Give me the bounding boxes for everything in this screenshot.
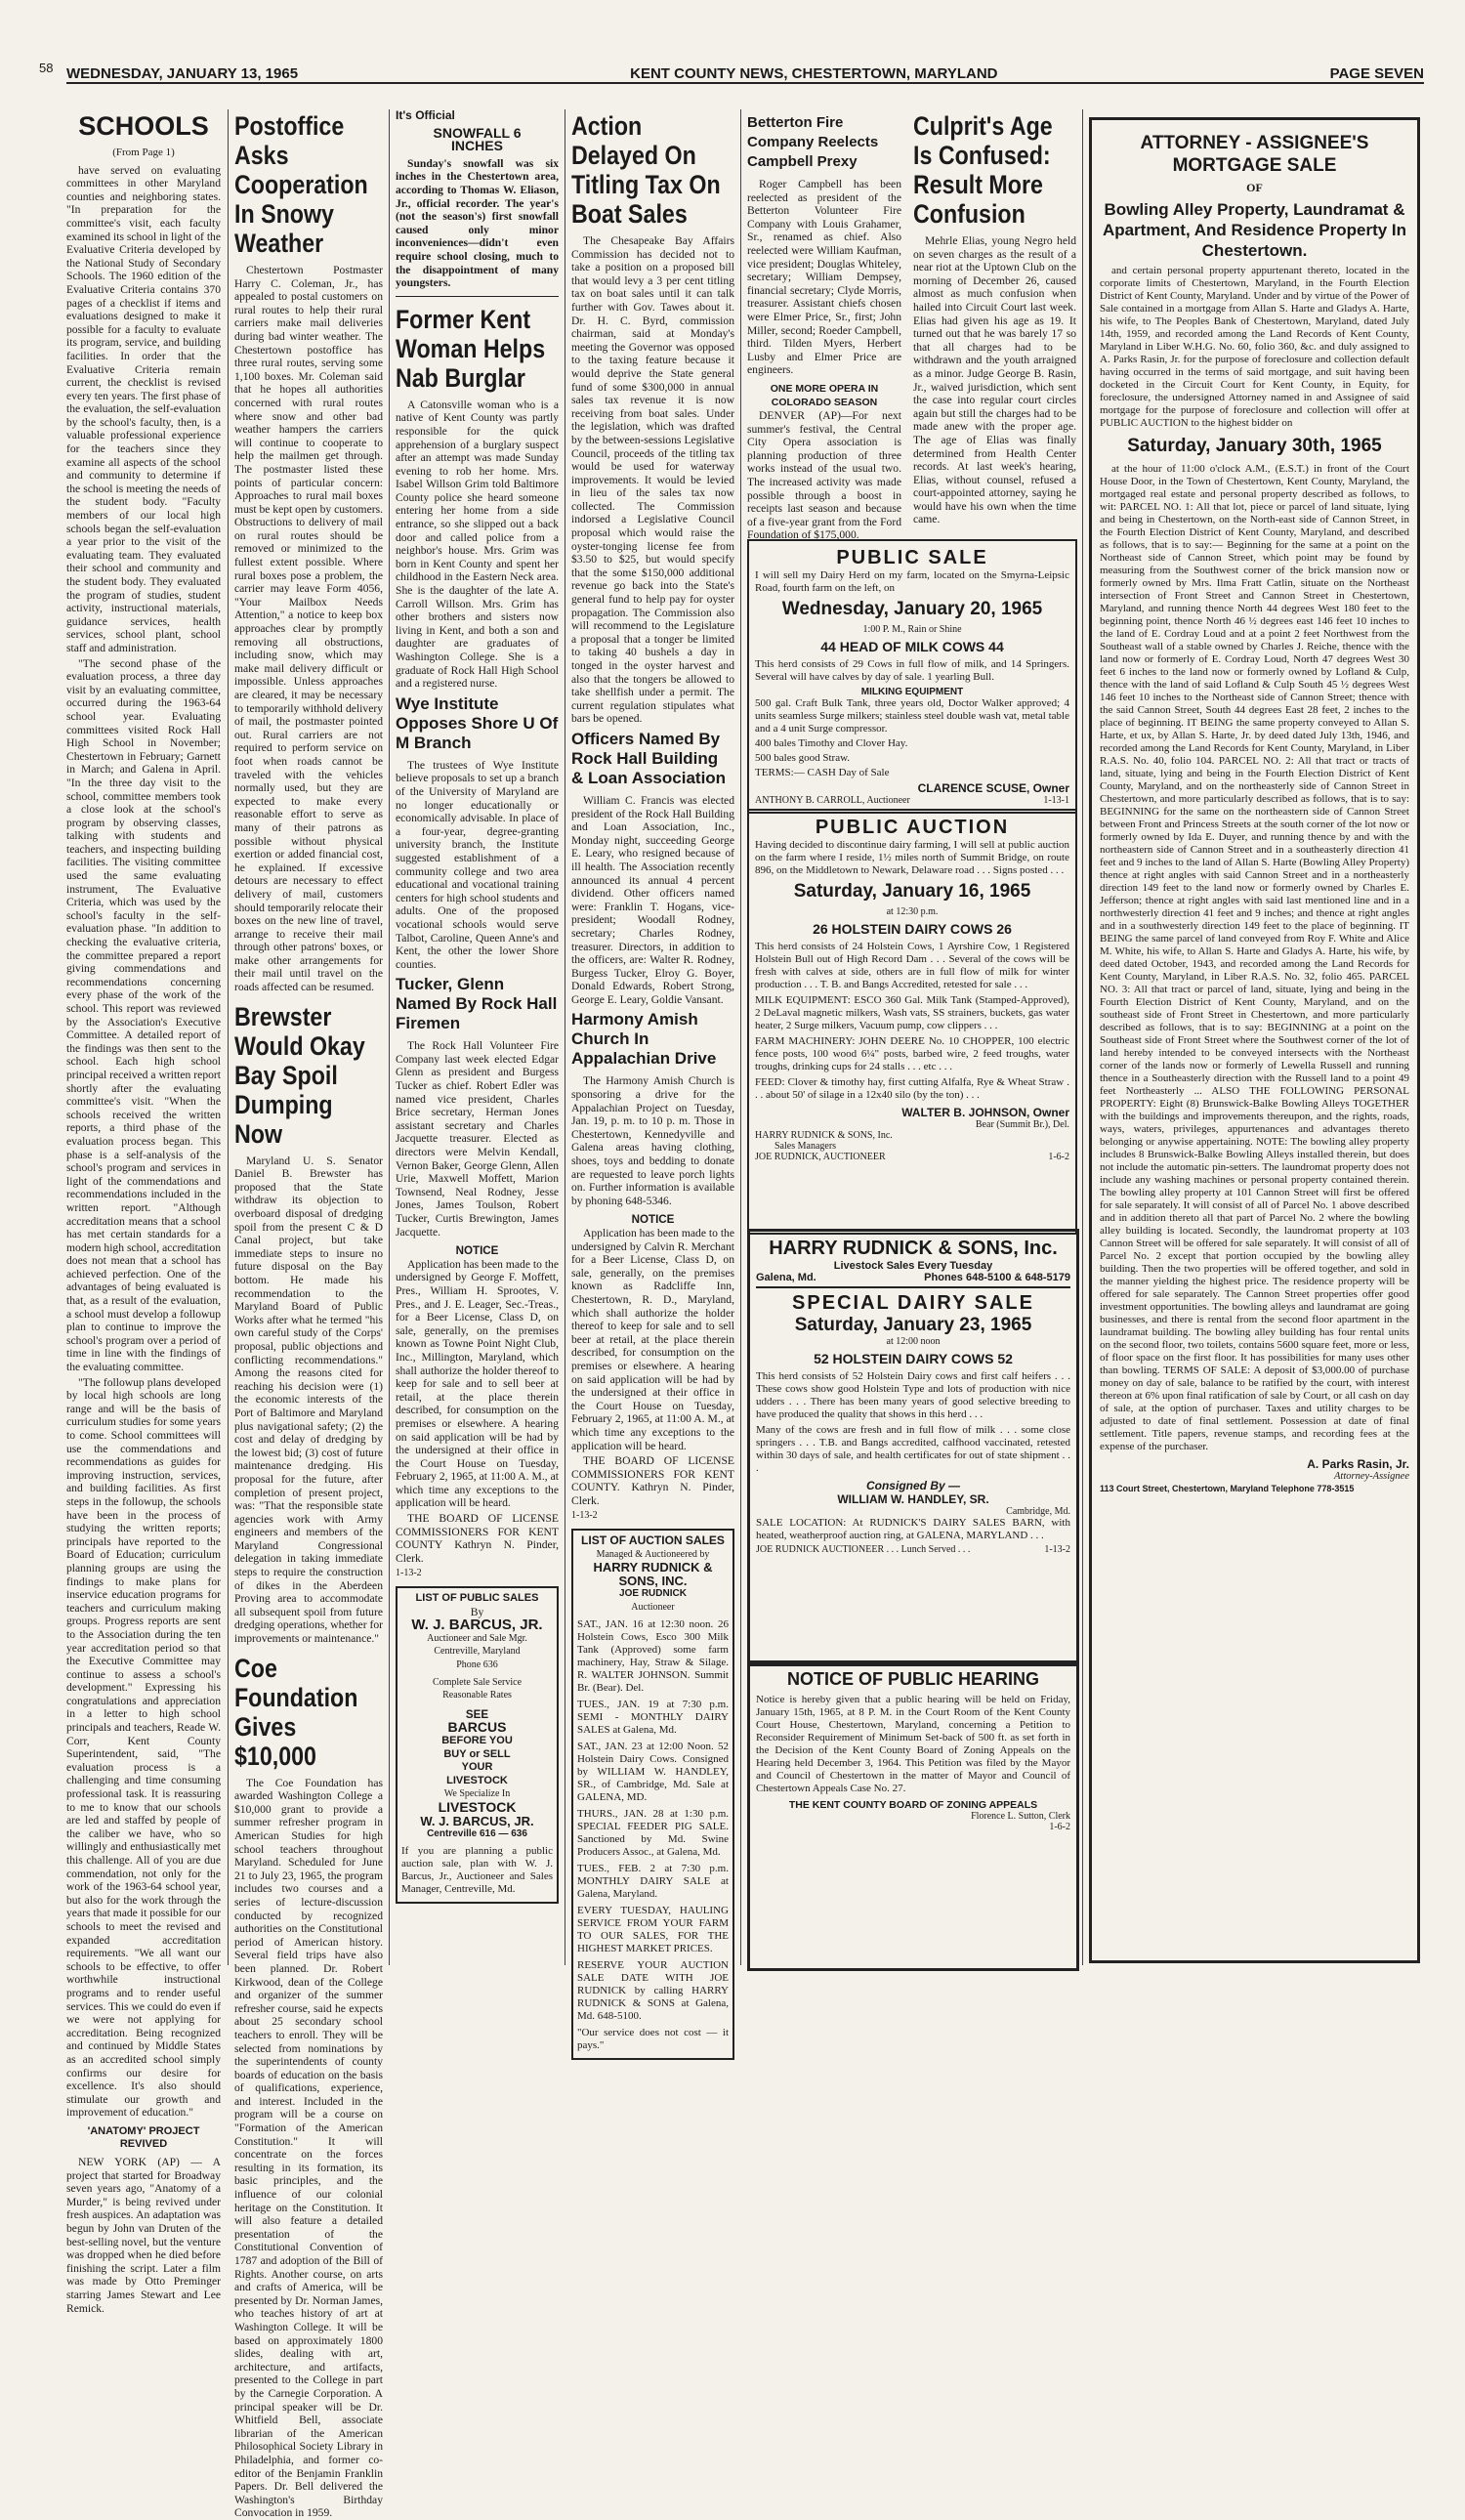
- public-auction-mgr: HARRY RUDNICK & SONS, Inc.: [755, 1130, 893, 1141]
- public-auction-herd: 26 HOLSTEIN DAIRY COWS 26: [813, 921, 1012, 937]
- barcus-before: BEFORE YOU: [441, 1734, 513, 1746]
- postoffice-body: Chestertown Postmaster Harry C. Coleman, Jr., has appealed to postal customers on rural routes to help their rural carriers make mail deliveries during bad winter weather. The Chestertown postoffice has three rural routes, serving some 1,100 boxes. Mr. Coleman said that he hopes all authorities concerned with rural routes where snow and other bad weather hampers the carriers will continue to cooperate to help the mailmen get through. The postmaster listed these points of particular concern: Approaches to rural mail boxes must be kept open by customers. Obstructions to delivery of mail on rural routes should be removed or minimized to the fullest extent possible. Where rural boxes pose a problem, the carrier may leave Form 4056, "Your Mailbox Needs Attention," a notice to keep box approaches clear by promptly removing all obstructions, including snow, which may make mail delivery difficult or impossible. Unless approaches are cleared, it may be necessary to temporarily withhold delivery of mail, the postmaster pointed out. Rural carriers are not required to perform service on foot when roads cannot be traveled with the vehicles normally used, but they are expected to make every reasonable effort to serve as many of their patrons as possible without physical exertion or added financial cost, he explained. If excessive detours are necessary to effect delivery of mail, customers should temporarily relocate their boxes on the new line of travel, arrange to receive their mail through other patrons' boxes, or make other arrangements for their mail until travel on the roads affected can be resumed.: [234, 264, 383, 994]
- rudnick-time: at 12:00 noon: [886, 1336, 941, 1347]
- hearing-clerk: Florence L. Sutton, Clerk: [971, 1811, 1070, 1822]
- brewster-body: Maryland U. S. Senator Daniel B. Brewster has proposed that the State withdraw its objection to overboard disposal of dredging spoil from the present C & D Canal project, but take immediate steps to insure no future disposal on the Bay bottom. He made his recommendation to the Maryland Board of Public Works after what he termed "his own careful study of the Corps' proposal, public objections and conflicting recommendations." Among the reasons cited for reaching his decision were (1) the economic interests of the Port of Baltimore and Maryland plus navigational safety; (2) the cost and delay of dredging by the lowest bid; (3) cost of future maintenance dredging. His proposal for the future, after completion of present project, was: "That the responsible state agencies work with Army engineers and members of the Maryland Congressional delegation in taking immediate steps to require the construction of dikes in the Aberdeen Proving area to accommodate all subsequent spoil from future dredging operations, whether for improvements or maintenance.": [234, 1154, 383, 1646]
- headline-coe: Coe Foundation Gives $10,000: [234, 1653, 358, 1771]
- hearing-notice: [747, 1660, 1079, 1971]
- list-name: HARRY RUDNICK & SONS, INC.: [593, 1560, 713, 1588]
- rudnick-place: Galena, Md.: [756, 1272, 816, 1283]
- barcus-by: By: [470, 1605, 484, 1618]
- headline-amish: Harmony Amish Church In Appalachian Drive: [571, 1010, 717, 1069]
- rudnick-code: 1-13-2: [1044, 1544, 1070, 1555]
- list-item: THURS., JAN. 28 at 1:30 p.m. SPECIAL FEEDER PIG SALE. Sanctioned by Md. Swine Producers Assoc., at Galena, Md.: [577, 1807, 729, 1858]
- public-sale-code: 1-13-1: [1043, 795, 1069, 806]
- barcus-buy: BUY or SELL: [443, 1747, 511, 1760]
- barcus-phone-2: Centreville 616 — 636: [427, 1828, 527, 1840]
- headline-brewster: Brewster Would Okay Bay Spoil Dumping Now: [234, 1001, 365, 1149]
- hearing-body: Notice is hereby given that a public hearing will be held on Friday, January 15th, 1965, at 8 P. M. in the Court Room of the Kent County Court House, Chestertown, Maryland, concerning a Petition to Reconsider Requirement of Minimum Set-back of 500 ft. as set forth in the Decision of the Kent County Board of Zoning Appeals on the Hearing held December 3, 1964. This Petition was filed by the Mayor and Council of Chestertown in the matter of Mayor and Council of Chestertown Appeals Case No. 27.: [756, 1694, 1070, 1794]
- public-sale-title: PUBLIC SALE: [836, 547, 988, 568]
- list-item: TUES., FEB. 2 at 7:30 p.m. MONTHLY DAIRY SALE at Galena, Maryland.: [577, 1862, 729, 1900]
- barcus-special: We Specialize In: [443, 1788, 511, 1800]
- barcus-livestock-2: LIVESTOCK: [438, 1798, 517, 1815]
- notice-2-body: Application has been made to the undersigned by Calvin R. Merchant for a Beer License, Class D, on sale, generally, on the premises known as Radcliffe Inn, Chestertown, R. D., Maryland, which shall authorize the holder thereof to keep for sale and to sell beer at retail, at the place therein described, for consumption on the premises or elsewhere. A hearing on said application will be had by the undersigned at their office in the Court House on Tuesday, February 2, 1965, at 11:00 A. M., at which time any exceptions to the application will be heard.: [571, 1227, 734, 1452]
- barcus-your: YOUR: [461, 1761, 493, 1774]
- hearing-code: 1-6-2: [1049, 1822, 1070, 1832]
- notice-2-code: 1-13-2: [571, 1510, 598, 1522]
- list-joe: JOE RUDNICK: [619, 1588, 687, 1600]
- public-auction-herd-body: This herd consists of 24 Holstein Cows, 1 Ayrshire Cow, 1 Registered Holstein Bull out of High Record Dam . . . Several of the cows will be fresh with calves at side, others are in full flow of milk for winter production . . . T. B. and Bangs Accredited, retested for sale . . .: [755, 941, 1069, 990]
- coe-body: The Coe Foundation has awarded Washington College a $10,000 grant to provide a summer refresher program in American Studies for high school teachers throughout Maryland. Scheduled for June 21 to July 23, 1965, the program includes two courses and a series of lecture-discussion conducted by recognized authorities on the Constitutional period of American history. Several field trips have also been planned. Dr. Robert Kirkwood, dean of the College and organizer of the summer refresher course, said he expects about 25 secondary school teachers to enroll. They will be selected from nominations by the superintendents of county boards of education on the basis of qualifications, experience, and interest. Included in the program will be a course on "Formation of the American Constitution." It will concentrate on the forces resulting in its formation, its basic principles, and the influence of our colonial heritage on the Constitution. It will also feature a detailed presentation of the Constitutional Convention of 1787 and adoption of the Bill of Rights. Another course, on arts and crafts of America, will be presented by Dr. Norman James, who teaches history of art at Washington College. It will be based on approximately 1800 slides, dealing with art, architecture, and artifacts, presented to the College in part by the Carnegie Corporation. A principal speaker will be Dr. Whitfield Bell, associate librarian of the American Philosophical Society Library in Philadelphia, and former co-editor of the Benjamin Franklin Papers. Dr. Bell delivered the Washington's Birthday Convocation in 1959.: [234, 1776, 383, 2520]
- column-schools: [66, 109, 221, 2315]
- barcus-barcus: BARCUS: [447, 1719, 507, 1736]
- attorney-address: 113 Court Street, Chestertown, Maryland Telephone 778-3515: [1100, 1484, 1355, 1493]
- notice-code: 1-13-2: [396, 1568, 422, 1579]
- amish-body: The Harmony Amish Church is sponsoring a drive for the Appalachian Project on Tuesday, Jan. 19, p. m. to 10 p. m. Those in Chestertown, Kennedyville and Galena areas having clothing, shoes, toys and bedding to donate are requested to leave porch lights on. Further information is available by phoning 648-5346.: [571, 1074, 734, 1207]
- public-sale-hay: 400 bales Timothy and Clover Hay.: [755, 737, 908, 749]
- list-item: SAT., JAN. 16 at 12:30 noon. 26 Holstein Cows, Esco 300 Milk Tank (Approved) some farm machinery, Hay, Straw & Silage. R. WALTER JOHNSON. Summit Br. (Bear). Del.: [577, 1617, 729, 1694]
- public-sale-intro: I will sell my Dairy Herd on my farm, located on the Smyrna-Leipsic Road, fourth farm on the left, on: [755, 569, 1069, 594]
- schools-body-1: have served on evaluating committees in other Maryland counties and neighboring states. "In preparation for the committee's visit, each faculty examined its school in light of the Evaluative Criteria developed by the National Study of Secondary Schools. The 1960 edition of the Evaluative Criteria contains 370 pages of a checklist if items and evaluations designed to make it possible for a faculty to evaluate its program, service, and building facilities. In order that the Evaluative Criteria remain current, the checklist is revised every ten years. The first phase of the evaluation, the self-evaluation by the school's faculty, then, is a valuable professional experience for the teachers since they examine all aspects of the school and community to determine if the school is meeting the needs of the student body. "Faculty members of our local high schools began the self-evaluation a year prior to the visit of the evaluating team. They evaluated their school and community and the student body. They evaluated the program of studies, student activity, instructional materials, guidance services, health services, school plant, school staff and administration.: [66, 163, 221, 654]
- barcus-title: LIST OF PUBLIC SALES: [415, 1592, 539, 1605]
- attorney-date: Saturday, January 30th, 1965: [1127, 436, 1382, 456]
- rudnick-sub: Livestock Sales Every Tuesday: [833, 1260, 993, 1272]
- attorney-ad: [1089, 117, 1420, 1963]
- barcus-name-2: W. J. BARCUS, JR.: [420, 1813, 534, 1828]
- culprit-body: Mehrle Elias, young Negro held on seven charges as the result of a near riot at the Uptown Club on the morning of December 26, caused almost as much confusion when hailed into Circuit Court last week. Elias had given his age as 19. It turned out that he was barely 17 so that all charges had to be withdrawn and the youth arraigned as a minor. Judge George B. Rasin, Jr., waived jurisdiction, which sent the case into regular court circles again but still the charges had to be made anew with the proper age. The age of Elias was finally determined from Health Center records. At last week's hearing, Elias, without counsel, refused a court-appointed attorney, saying he would have his own when the time came.: [913, 234, 1076, 526]
- rudnick-list-ad: [571, 1529, 734, 2060]
- barcus-ad: [396, 1586, 559, 1904]
- rudnick-special-ad: [747, 1229, 1079, 1666]
- opera-body: DENVER (AP)—For next summer's festival, the Central City Opera association is planning production of three works instead of the usual two. The increased activity was made possible through a boost in receipts last season and because of a five-year grant from the Ford Foundation of $175,000.: [747, 409, 901, 542]
- notice-signature: THE BOARD OF LICENSE COMMISSIONERS FOR KENT COUNTY Kathryn N. Pinder, Clerk.: [396, 1512, 559, 1565]
- public-sale-terms: TERMS:— CASH Day of Sale: [755, 767, 890, 778]
- public-auction-farm-mach: FARM MACHINERY: JOHN DEERE No. 10 CHOPPER, 100 electric fence posts, 100 wood 6¼" posts, barbed wire, 2 feed troughs, water troughs, drinking cups for 24 stalls . . . etc . . .: [755, 1035, 1069, 1072]
- rudnick-special: SPECIAL DAIRY SALE: [792, 1292, 1034, 1314]
- rudnick-phones: Phones 648-5100 & 648-5179: [924, 1272, 1070, 1283]
- headline-former-kent: Former Kent Woman Helps Nab Burglar: [396, 304, 546, 393]
- barcus-rates: Reasonable Rates: [442, 1690, 512, 1701]
- public-sale-equip-head: MILKING EQUIPMENT: [860, 687, 964, 697]
- masthead: [66, 57, 1424, 84]
- column-titling: [571, 109, 734, 2051]
- rudnick-consignor: WILLIAM W. HANDLEY, SR.: [837, 1492, 989, 1506]
- rudnick-herd: 52 HOLSTEIN DAIRY COWS 52: [814, 1351, 1013, 1366]
- official-label: It's Official: [396, 108, 455, 122]
- snowfall-headline: SNOWFALL 6 INCHES: [433, 124, 522, 154]
- notice-2-headline: NOTICE: [631, 1213, 675, 1227]
- public-auction-intro: Having decided to discontinue dairy farming, I will sell at public auction on the farm where I reside, 1½ miles north of Summit Bridge, on route 896, on the Middletown to Newark, Delaware road . . . Signs posted . . .: [755, 839, 1069, 876]
- barcus-see: SEE: [465, 1707, 489, 1721]
- public-sale-owner: CLARENCE SCUSE, Owner: [917, 781, 1069, 795]
- public-sale-date: Wednesday, January 20, 1965: [781, 599, 1043, 619]
- headline-culprit: Culprit's Age Is Confused: Result More Confusion: [913, 111, 1053, 229]
- hearing-board: THE KENT COUNTY BOARD OF ZONING APPEALS: [788, 1799, 1038, 1811]
- attorney-subject: Bowling Alley Property, Laundramat & Apartment, And Residence Property In Chestertown.: [1102, 200, 1407, 260]
- rudnick-location: SALE LOCATION: At RUDNICK'S DAIRY SALES BARN, with heated, weatherproof auction ring, at GALENA, MARYLAND . . .: [756, 1517, 1070, 1541]
- opera-headline: ONE MORE OPERA IN COLORADO SEASON: [770, 382, 879, 408]
- notice-headline: NOTICE: [455, 1244, 499, 1258]
- attorney-of: OF: [1246, 181, 1263, 194]
- public-auction-ad: [747, 809, 1077, 1235]
- public-sale-herd-body: This herd consists of 29 Cows in full flow of milk, and 14 Springers. Several will have calves by day of sale. 1 yearling Bull.: [755, 658, 1069, 683]
- page-number-left: 58: [39, 61, 54, 75]
- betterton-body: Roger Campbell has been reelected as president of the Betterton Volunteer Fire Company with Louis Grahamer, Sr., renamed as chief. Also reelected were William Kaufman, vice president; Douglas Whiteley, secretary; William Dempsey, financial secretary; Clyde Morris, treasurer. Assistant chiefs chosen were Elmer Price, Sr., first; John Miller, second; Roeder Campbell, third. Tilden Myers, Herbert Lusby and Elmer Price are engineers.: [747, 178, 901, 377]
- barcus-role: Auctioneer and Sale Mgr.: [427, 1632, 527, 1644]
- titling-body: The Chesapeake Bay Affairs Commission has decided not to take a position on a proposed bill that would levy a 3 per cent titling tax on boat sales until it can talk further with Gov. Tawes about it. Dr. H. C. Byrd, commission chairman, said at Monday's meeting the Governor was opposed to the taxing feature because it would deprive the State general fund of some $300,000 in annual sales tax revenue it is now receiving from boat sales. Under the legislation, which was drafted by the between-sessions Legislative Council, proceeds of the titling tax would be used for waterway improvements. It would be levied in lieu of the sales tax now collected. The Commission indorsed a Legislative Council proposal which would raise the oyster-tonging license fee from $3.50 to $25, but would specify that the some $150,000 additional revenue go back into the State's general fund to help pay for oyster propagation. The Commission also will recommend to the Legislature a proposal that a tonger be limited to taking 40 bushels a day in tonged in the oyster harvest and also that the tongers be allowed to take shellfish under a permit. The current regulation stipulates what bars be opened.: [571, 234, 734, 726]
- barcus-footer: If you are planning a public auction sale, plan with W. J. Barcus, Jr., Auctioneer and Sales Manager, Centreville, Md.: [401, 1844, 553, 1895]
- attorney-intro: and certain personal property appurtenant thereto, located in the corporate limits of Chestertown, Maryland, in the Fourth Election District of Kent County, Maryland. Under and by virtue of the Power of Sale contained in a mortgage from Allan S. Harte and Gladys A. Harte, his wife, to The Peoples Bank of Chestertown, Maryland, dated July 14th, 1959, and recorded among the Land Records of Kent County, Maryland in Liber W.H.G. No. 60, folio 360, &c. and duly assigned to A. Parks Rasin, Jr. for the purpose of foreclosure and collection default having occurred in the terms of said mortgage, and suit having been docketed in the Circuit Court for Kent County, in Equity, for foreclosure, the undersigned Attorney named in and Assignee of said mortgage for the purpose of foreclosure and collection will offer at PUBLIC AUCTION to the highest bidder on: [1100, 265, 1409, 429]
- list-item: TUES., JAN. 19 at 7:30 p.m. SEMI - MONTHLY DAIRY SALES at Galena, Md.: [577, 1698, 729, 1736]
- rudnick-herd-body-2: Many of the cows are fresh and in full flow of milk . . . some close springers . . . T.B. and Bangs accredited, calfhood vaccinated, retested within 30 days of sale, and health certificates for out of state shipment . . .: [756, 1424, 1070, 1474]
- attorney-signature: A. Parks Rasin, Jr.: [1307, 1457, 1409, 1471]
- column-betterton: [747, 109, 901, 542]
- attorney-title: ATTORNEY - ASSIGNEE'S MORTGAGE SALE: [1140, 133, 1369, 176]
- rudnick-consigned: Consigned By —: [865, 1479, 960, 1492]
- public-auction-feed: FEED: Clover & timothy hay, first cutting Alfalfa, Rye & Wheat Straw . . . about 50' of silage in a 12x40 silo (by the ton) . . .: [755, 1076, 1069, 1101]
- public-auction-code: 1-6-2: [1048, 1152, 1069, 1162]
- hearing-title: NOTICE OF PUBLIC HEARING: [786, 1669, 1039, 1689]
- rudnick-date: Saturday, January 23, 1965: [794, 1315, 1032, 1335]
- building-loan-body: William C. Francis was elected president of the Rock Hall Building and Loan Association, Inc., Monday night, succeeding George E. Leary, who resigned because of ill health. The Association recently announced its annual 4 percent dividend. Other officers named were: Franklin T. Hogans, vice-president; Woodall Rodney, secretary; Charles Rodney, treasurer. Directors, in addition to the officers, are: Walter R. Rodney, Burgess Tucker, Elroy G. Boyer, Donald Edwards, Robert Strong, George E. Leary, Goldie Vansant.: [571, 793, 734, 1006]
- anatomy-body: NEW YORK (AP) — A project that started for Broadway seven years ago, "Anatomy of a Murder," is being revived under fresh auspices. An adaptation was begun by John van Druten of the best-selling novel, but the venture was dropped when he died before finishing the script. Later a film was made by Otto Preminger starring James Stewart and Lee Remick.: [66, 2156, 221, 2315]
- barcus-place: Centreville, Maryland: [434, 1646, 521, 1658]
- tucker-body: The Rock Hall Volunteer Fire Company last week elected Edgar Glenn as president and Burgess Tucker as chief. Robert Edler was named vice president, Charles Brice secretary, Herman Jones assistant secretary and Charles Jacquette treasurer. Elected as directors were Melvin Kendall, Vernon Baker, George Glenn, Allen Urie, Maxwell Moffett, Marion Townsend, Neal Rodney, Jesse Jones, James Toulson, Robert Tucker, Curtis Brewington, James Jacquette.: [396, 1039, 559, 1239]
- headline-titling: Action Delayed On Titling Tax On Boat Sales: [571, 111, 721, 229]
- public-auction-title: PUBLIC AUCTION: [815, 817, 1010, 838]
- notice-body: Application has been made to the undersigned by George F. Moffett, Pres., William H. Sprootes, V. Pres., and J. E. Leager, Sec.-Treas., for a Beer License, Class D, on sale, generally, on the premises known as Towne Point Night Club, Inc., Millington, Maryland, which shall authorize the holder thereof to keep for sale and to sell beer at retail, at the place therein described, for consumption on the premises or elsewhere. A hearing on said application will be had by the undersigned at their office in the Court House on Tuesday, February 2, 1965, at 11:00 A. M., at which time any exceptions to the application will be heard.: [396, 1257, 559, 1510]
- headline-tucker: Tucker, Glenn Named By Rock Hall Firemen: [396, 975, 558, 1033]
- masthead-date: WEDNESDAY, JANUARY 13, 1965: [66, 65, 299, 82]
- rudnick-auct: JOE RUDNICK AUCTIONEER . . . Lunch Served . . .: [756, 1544, 971, 1555]
- headline-schools: SCHOOLS: [78, 111, 209, 141]
- rudnick-title: HARRY RUDNICK & SONS, Inc.: [769, 1238, 1058, 1259]
- public-sale-ad: [747, 539, 1077, 814]
- public-auction-owner-loc: Bear (Summit Br.), Del.: [975, 1119, 1069, 1130]
- headline-postoffice: Postoffice Asks Cooperation In Snowy Weather: [234, 111, 368, 258]
- attorney-body: at the hour of 11:00 o'clock A.M., (E.S.T.) in front of the Court House Door, in the Town of Chestertown, Kent County, Maryland, the mortgaged real estate and personal property described as follows, to wit: PARCEL NO. 1: All that lot, piece or parcel of land situate, lying and being in Chestertown, on the North-east side of Cannon Street, in the Fourth Election District of Kent County, Maryland, and described as follows, that is to say:— Beginning for the same at a point on the Northeast side of Cannon Street, which point may be found by measuring from the Southwest corner of the brick mansion now or formerly owned by Mrs. Ilma Fratt Catlin, situate on the Northeast intersection of Front Street and Cannon Street in Chestertown, Maryland, and running thence North 44 degrees West 180 feet to the beginning point, thence North 46 ½ degrees east 146 feet 10 inches to the land of E. Cordray Loud and at a point 2 feet Northwest from the Southeast wall of a stable owned by Charles J. Reiche, thence with the land now or formerly of E. Cordray Loud, North 47 degrees West 30 feet 6 inches to the land now or formerly owned by Lofland & Culp, thence with the land of said Lofland & Culp South 45 ½ degrees West 146 feet 10 inches to the Northeast side of Cannon Street; thence with the said Cannon Street, South 44 degrees East 28 feet, 2 inches to the place of beginning. IT BEING the same property conveyed to Allan S. Harte, et ux, by Allan S. Harte, Jr. by deed dated July 13th, 1946, and recorded among the Land Records for Kent County, Maryland, in Liber R.A.S. No. 40, folio 104. PARCEL NO. 2: All that tract or tracts of land, situate, lying and being in the Fourth Election District of Kent County, Maryland, and on the northeasterly side of Cannon Street in Chestertown, and more particularly described as follows, that is to say: BEGINNING for the same on the northeastern side of Cannon Street between Front and Princess Streets at the south corner of the lot now or formerly owned by Ida E. Duyer, and running thence by and with the northeastern side of Cannon Street and in a southeasterly direction 41 feet and 9 inches to the land of Allan S. Harte (Bowling Alley Property) thence at right angles with said Cannon Street and in a northeasterly direction 149 feet to the land now or formerly owned by Charles E. Jefferson; thence at right angles with said last mentioned line and in a northwesterly direction 41 feet and 9 inches; and thence at right angles and in a southwesterly direction 149 feet to the place of beginning. IT BEING the same parcel of land conveyed from Roy F. White and Alice M. White, his wife, to Allan S. Harte and Gladys A. Harte, his wife, by deed dated October, 1943, and recorded among the Land Records for Kent County, Maryland, in Liber R.A.S. No. 32, folio 465. PARCEL NO. 3: All that tract or parcel of land, situate, lying and being in the Fourth Election District of Kent County, Maryland, and on the southeast side of Front Street in Chestertown, and more particularly described as follows, that is to say: BEGINNING at a point on the Southeast side of Front Street where the Southwest corner of the lot of land hereby intended to be conveyed intersects with the Northeast corner of the lands now or formerly of Lewella Russell and running thence in a Southeasterly direction with the Russell land to a point 49 feet Northeasterly ... ALSO THE FOLLOWING PERSONAL PROPERTY: Eight (8) Brunswick-Balke Bowling Alleys TOGETHER with the buildings and improvements thereupon, and the rights, roads, ways, waters, privileges, appurtenances and advantages thereto belonging or anywise appertaining. NOTE: The bowling alley property includes 8 Brunswick-Balke Bowling Alleys installed therein, but does not include the automatic pin-setters. The laundromat property does not include any washing machines or personal property contained therein. The bowling alley property at 101 Cannon Street will first be offered for sale separately. It will consist of all of Parcel No. 1 above described and in addition thereto all that part of Parcel No. 2 where the bowling alley building is located. Secondly, the laundromat property at 103 Cannon Street will be offered for sale separately. It will consist of all of Parcel No. 2 except that portion occupied by the bowling alley building. Then the two properties will be offered together, and sold in the manner yielding the highest price. The residence property will be offered for sale separately. The Cannon Street properties offer good investment opportunities. The bowling alleys and laundramat are going businesses, and there is rental from the second floor apartment in the laundramat building. The bowling alley building has four rental units on the second floor, two toilets, contains 5600 square feet, more or less, of floor space on the first floor. It has possibilities for many uses other than bowling. TERMS OF SALE: A deposit of $3,000.00 of purchase money on day of sale, balance to be ratified by the court, with interest thereon at 6% upon final ratification of sale by Court, or all cash on day of sale, at the option of purchaser. Taxes and utility charges to be adjusted to date of final settlement. Possession at date of final settlement. Title papers, revenue stamps, and recording fees at the expense of the purchaser.: [1100, 463, 1409, 1452]
- headline-building-loan: Officers Named By Rock Hall Building & Loan Association: [571, 729, 727, 787]
- list-item: RESERVE YOUR AUCTION SALE DATE WITH JOE RUDNICK by calling HARRY RUDNICK & SONS at Galena, Md. 648-5100.: [577, 1958, 729, 2022]
- list-item: "Our service does not cost — it pays.": [577, 2026, 729, 2051]
- barcus-phone: Phone 636: [456, 1659, 498, 1670]
- snowfall-body: Sunday's snowfall was six inches in the Chestertown area, according to Thomas W. Eliason, Jr., official recorder. The year's (not the season's) first snowfall caused only minor inconveniences—didn't even require school closing, much to the disappointment of many youngsters.: [396, 156, 559, 290]
- schools-body-2: "The second phase of the evaluation process, a three day visit by an evaluating committee, occurred during the 1963-64 school year. Evaluating committees visited Rock Hall High School in November; Chestertown in February; Garnett in March; and Galena in April. "In the three day visit to the school, committee members took a close look at the school's program by observing classes, talking with students and teachers, and inspecting building facilities. The visiting committee used the same evaluating instrument, The Evaluative Criteria, which was used by the school's faculty in the self-evaluation phase. "In addition to checking the evaluative criteria, the committee prepared a report giving commendations and recommendations concerning every phase of the work of the school. This report was reviewed by the Association's Executive Committee. A detailed report of the findings was then sent to the school. Each high school principal received a written report shortly after the evaluating committee's visit. "When the schools received the written reports, a third phase of the evaluation process began. This phase is a self-analysis of the school's program and services in light of the commendations and recommendations included in the written report. "Although accreditation means that a school has met certain standards for a modern high school, accreditation does not mean that a school has achieved perfection. One of the advantages of being evaluated is that, as a result of the evaluation, a school must develop a followup plan to continue to improve the school's program over a period of time in line with the findings of the evaluating committee.: [66, 656, 221, 1374]
- list-item: EVERY TUESDAY, HAULING SERVICE FROM YOUR FARM TO OUR SALES, FOR THE HIGHEST MARKET PRICES.: [577, 1904, 729, 1954]
- masthead-paper: KENT COUNTY NEWS, CHESTERTOWN, MARYLAND: [630, 65, 998, 82]
- public-sale-straw: 500 bales good Straw.: [755, 752, 851, 764]
- rudnick-herd-body: This herd consists of 52 Holstein Dairy cows and first calf heifers . . . These cows show good Holstein Type and lots of production with nice udders . . . There has been many years of good selective breeding to have produced the quality that shows in this herd . . .: [756, 1370, 1070, 1420]
- column-postoffice: [234, 109, 383, 2520]
- barcus-livestock: LIVESTOCK: [446, 1774, 508, 1786]
- column-culprit: [913, 109, 1076, 539]
- barcus-name: W. J. BARCUS, JR.: [411, 1617, 543, 1634]
- list-auctioneer: Auctioneer: [631, 1602, 675, 1614]
- notice-2-signature: THE BOARD OF LICENSE COMMISSIONERS FOR KENT COUNTY. Kathryn N. Pinder, Clerk.: [571, 1454, 734, 1507]
- wye-body: The trustees of Wye Institute believe proposals to set up a branch of the University of Maryland are no longer educationally or economically advisable. In place of a four-year, degree-granting university branch, the Institute suggested establishment of a community college and two area educational and vocational training centers for high school students and adults. One of the proposed vocational schools would serve Talbot, Caroline, Queen Anne's and Kent, the other the lower Shore counties.: [396, 758, 559, 971]
- public-sale-time: 1:00 P. M., Rain or Shine: [862, 624, 962, 635]
- list-item: SAT., JAN. 23 at 12:00 Noon. 52 Holstein Dairy Cows. Consigned by WILLIAM W. HANDLEY, SR., of Cambridge, Md. Sale at GALENA, MD.: [577, 1740, 729, 1803]
- public-sale-equip-body: 500 gal. Craft Bulk Tank, three years old, Doctor Walker approved; 4 units seamless Surge milkers; stainless steel double wash vat, metal table and a 4 unit Surge compressor.: [755, 697, 1069, 735]
- rudnick-consignor-loc: Cambridge, Md.: [1006, 1506, 1070, 1517]
- list-title: LIST OF AUCTION SALES: [581, 1533, 725, 1548]
- schools-body-3: "The followup plans developed by local high schools are long range and will be the basis of curriculum studies for some years to come. School committees will use the commendations and recommendations as guides for improving instruction, services, and building facilities. As first steps in the followup, the schools have been in the process of studying the written reports; principals have reported to the Board of Education; curriculum planning groups are using the findings to make plans for inservice education programs for teachers and curriculum making groups. Progress reports are sent to the Association during the ten year accreditation period so that the Executive Committee may continue to assess a school's development." Expressing his congratulations and appreciation in a letter to high school principals and teachers, Reade W. Corr, Kent County Superintendent, said, "The evaluation process is a challenging and time consuming professional task. It is reassuring to me to know that our schools are led and staffed by people of the caliber we have, who so willingly and enthusiastically met this challenge. All of you are due commendation, not only for the work of the 1963-64 school year, but also for the work through the years that made it possible for our schools to meet the revised and expanded accreditation requirements. "We all want our schools to be effective, to offer worthwhile instructional programs and to render useful services. This we could do even if we were not applying for accreditation. Being recognized and continued by Middle States as an accredited school simply confirms our desire for excellence. It's also should stimulate our growth and improvement of education.": [66, 1375, 221, 2120]
- public-auction-auct: JOE RUDNICK, AUCTIONEER: [755, 1152, 886, 1162]
- public-auction-date: Saturday, January 16, 1965: [793, 881, 1031, 902]
- public-auction-mgr-role: Sales Managers: [774, 1141, 837, 1152]
- list-sub: Managed & Auctioneered by: [596, 1548, 710, 1560]
- column-snowfall: [396, 109, 559, 1975]
- public-auction-milk-equip: MILK EQUIPMENT: ESCO 360 Gal. Milk Tank (Stamped-Approved), 2 DeLaval magnetic milkers, Wash vats, SS strainers, buckets, gas water heater, 2 Surge milkers, Vacuum pump, cow clippers . . .: [755, 994, 1069, 1031]
- jump-line: (From Page 1): [112, 147, 175, 158]
- public-auction-time: at 12:30 p.m.: [886, 906, 939, 917]
- public-sale-auctioneer: ANTHONY B. CARROLL, Auctioneer: [755, 795, 910, 806]
- snowfall-box: [396, 109, 559, 297]
- masthead-page: PAGE SEVEN: [1329, 65, 1424, 82]
- barcus-service: Complete Sale Service: [432, 1676, 523, 1688]
- public-sale-herd: 44 HEAD OF MILK COWS 44: [820, 639, 1004, 654]
- headline-betterton: Betterton Fire Company Reelects Campbell Prexy: [747, 114, 879, 170]
- attorney-role: Attorney-Assignee: [1334, 1471, 1409, 1482]
- anatomy-headline: 'ANATOMY' PROJECT REVIVED: [87, 2124, 200, 2151]
- former-kent-body: A Catonsville woman who is a native of Kent County was partly responsible for the quick apprehension of a burglary suspect after an attempt was made Sunday evening to rob her home. Mrs. Isabel Willson Grim told Baltimore County police she heard someone entering her home from a side entrance, so she slipped out a back door and called police from a neighbor's house. Mrs. Grim was born in Kent County and spent her childhood in the Eastern Neck area. She is the daughter of the late A. Carroll Willson. Mrs. Grim has other brothers and sisters now living in Kent, and both a son and daughter are graduates of Washington College. She is a graduate of Rock Hall High School and a registered nurse.: [396, 398, 559, 691]
- public-auction-owner: WALTER B. JOHNSON, Owner: [901, 1106, 1069, 1119]
- headline-wye: Wye Institute Opposes Shore U Of M Branch: [396, 693, 559, 752]
